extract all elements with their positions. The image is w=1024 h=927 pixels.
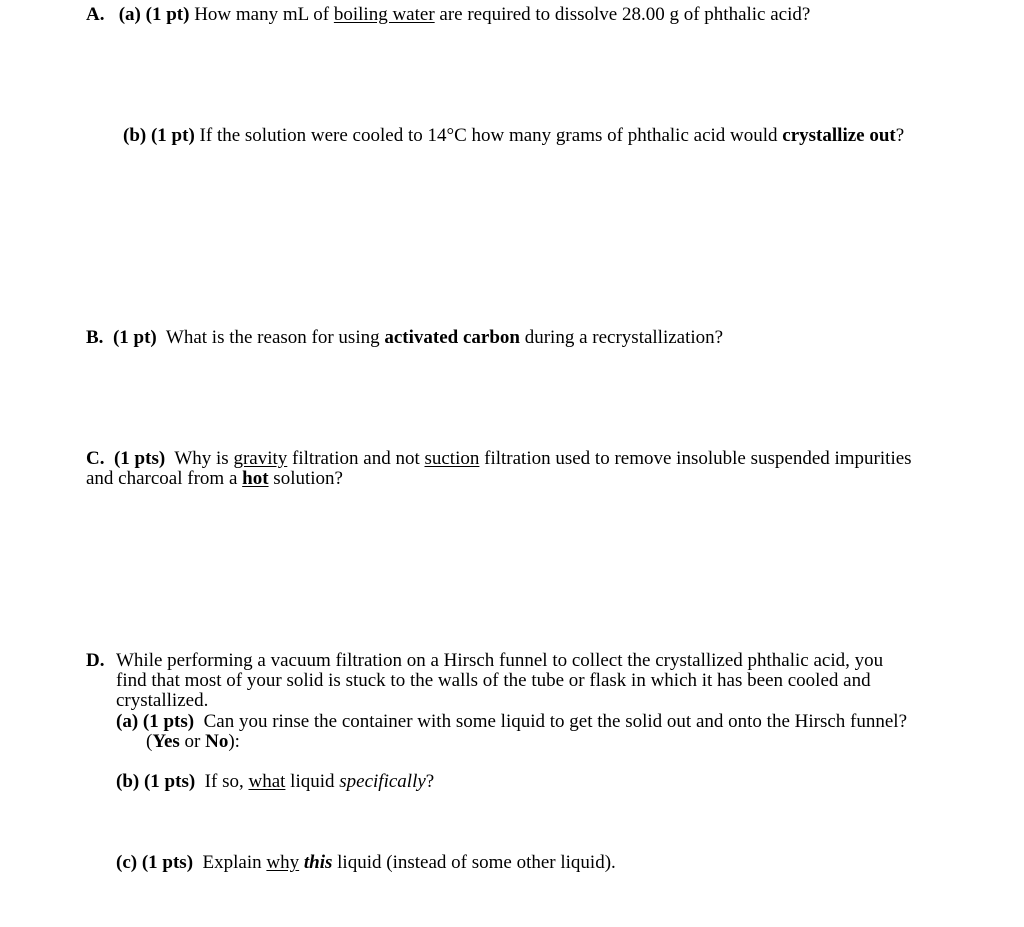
question-c-text: Why is	[165, 448, 234, 469]
question-d-part-b-text-2: liquid	[285, 771, 340, 792]
question-d-part-b-label: (b) (1 pts)	[116, 771, 196, 792]
question-a-part-b	[123, 126, 904, 146]
question-a-part-b-text-end: ?	[895, 125, 905, 146]
question-d-part-a	[116, 712, 907, 732]
question-d-intro-line-2: find that most of your solid is stuck to the walls of the tube or flask in which it has been cooled and	[116, 670, 871, 691]
question-a-part-a-text: How many mL of	[189, 4, 334, 25]
question-c-line-1	[86, 449, 912, 469]
question-c-text-2: filtration and not	[287, 448, 425, 469]
question-c-text-3: filtration used to remove insoluble suspended impurities	[479, 448, 912, 469]
question-d-part-a-text: Can you rinse the container with some liquid to get the solid out and onto the Hirsch funnel?	[194, 711, 907, 732]
question-d-paren-open: (	[146, 731, 153, 752]
question-c-hot: hot	[242, 468, 269, 489]
question-b-activated-carbon: activated carbon	[384, 327, 520, 348]
question-a-part-a-text-end: are required to dissolve 28.00 g of phthalic acid?	[434, 4, 811, 25]
question-d-part-b-text-end: ?	[425, 771, 435, 792]
question-b-points: (1 pt)	[112, 327, 157, 348]
question-d-part-b	[116, 772, 434, 792]
question-d-part-c-why: why	[266, 852, 300, 873]
question-a-part-b-text: If the solution were cooled to 14°C how many grams of phthalic acid would	[194, 125, 783, 146]
question-b-letter: B.	[86, 327, 104, 348]
question-a-part-a-points: (1 pt)	[145, 4, 190, 25]
question-d-part-c-text: Explain	[193, 852, 267, 873]
question-c-suction: suction	[424, 448, 480, 469]
question-c-text-4: and charcoal from a	[86, 468, 243, 489]
question-a-part-b-points: (1 pt)	[150, 125, 195, 146]
question-d-part-b-specifically: specifically	[339, 771, 426, 792]
question-c-letter: C.	[86, 448, 105, 469]
question-d-part-b-what: what	[248, 771, 286, 792]
question-d-or: or	[179, 731, 206, 752]
question-b-text: What is the reason for using	[156, 327, 385, 348]
question-a-part-b-label: (b)	[123, 125, 147, 146]
question-d-letter: D.	[86, 650, 105, 671]
question-d-part-a-yes-no	[146, 732, 240, 752]
question-a-part-a-boiling-water: boiling water	[333, 4, 435, 25]
question-d-intro-line-1: While performing a vacuum filtration on a Hirsch funnel to collect the crystallized phthalic acid, you	[116, 650, 884, 671]
question-d-part-c-this: this	[303, 852, 333, 873]
question-d-intro-line-3: crystallized.	[116, 690, 209, 711]
question-d-yes: Yes	[152, 731, 180, 752]
question-d-paren-close: ):	[228, 731, 240, 752]
question-c-gravity: gravity	[233, 448, 288, 469]
question-d-part-c-text-end: liquid (instead of some other liquid).	[332, 852, 616, 873]
question-c-line-2	[86, 469, 343, 489]
question-a-part-b-crystallize-out: crystallize out	[782, 125, 896, 146]
question-d-part-a-label: (a) (1 pts)	[116, 711, 195, 732]
question-c-points: (1 pts)	[113, 448, 166, 469]
question-c-text-5: solution?	[268, 468, 343, 489]
question-b	[86, 328, 723, 348]
question-d-part-b-text: If so,	[195, 771, 249, 792]
question-d-part-c-label: (c) (1 pts)	[116, 852, 194, 873]
question-d-part-c	[116, 853, 616, 873]
question-a-part-a-label: (a)	[118, 4, 141, 25]
question-d-no: No	[205, 731, 229, 752]
question-b-text-end: during a recrystallization?	[519, 327, 724, 348]
question-a-heading	[86, 5, 810, 25]
question-a-letter: A.	[86, 4, 105, 25]
